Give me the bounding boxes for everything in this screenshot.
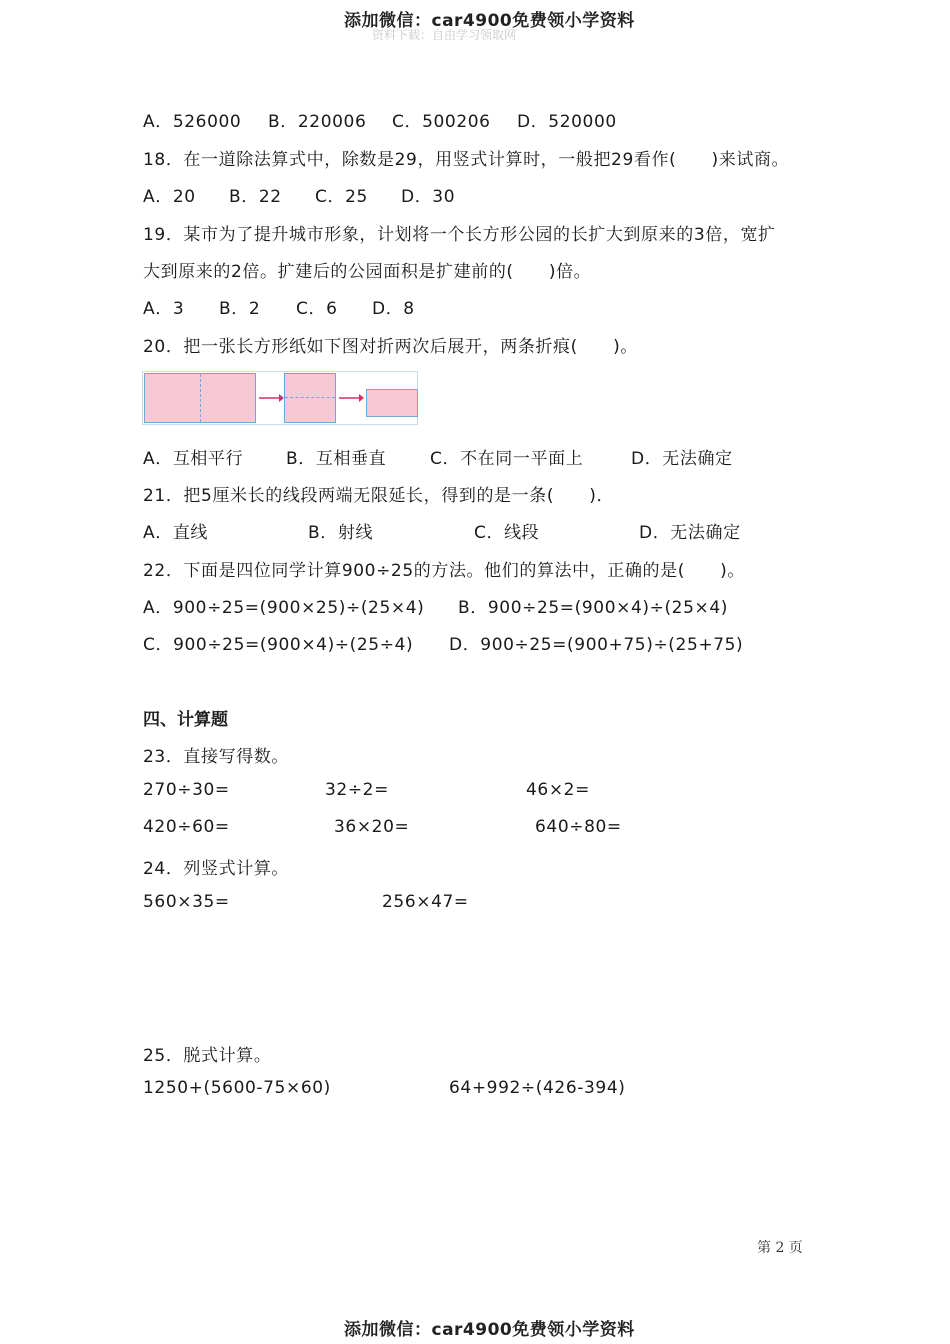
q20-option-d: D．无法确定 [631, 449, 733, 469]
q21-option-a: A．直线 [143, 523, 209, 543]
fold-diagram [142, 371, 418, 425]
q20-option-b: B．互相垂直 [286, 449, 387, 469]
q21-stem: 21．把5厘米长的线段两端无限延长，得到的是一条( )． [143, 486, 615, 506]
q25-item: 1250+(5600-75×60) [143, 1078, 331, 1098]
q18-option-c: C．25 [315, 187, 368, 207]
q23-item: 36×20= [334, 817, 410, 837]
q22-option-b: B．900÷25=(900×4)÷(25×4) [458, 598, 729, 618]
q19-option-a: A．3 [143, 299, 185, 319]
q20-stem: 20．把一张长方形纸如下图对折两次后展开，两条折痕( )。 [143, 337, 638, 357]
watermark-faint: 资料下载：自由学习领取网 [372, 28, 517, 42]
q21-option-d: D．无法确定 [639, 523, 741, 543]
q19-option-b: B．2 [219, 299, 261, 319]
watermark-bottom: 添加微信：car4900免费领小学资料 [344, 1320, 635, 1340]
q18-stem: 18．在一道除法算式中，除数是29，用竖式计算时，一般把29看作( )来试商。 [143, 150, 790, 170]
paper-folded-once [284, 373, 336, 423]
q18-option-a: A．20 [143, 187, 196, 207]
q24-item: 560×35= [143, 892, 230, 912]
q22-option-c: C．900÷25=(900×4)÷(25÷4) [143, 635, 414, 655]
q23-item: 420÷60= [143, 817, 230, 837]
q19-option-c: C．6 [296, 299, 338, 319]
q25-stem: 25．脱式计算。 [143, 1046, 272, 1066]
q22-option-d: D．900÷25=(900+75)÷(25+75) [449, 635, 744, 655]
q24-stem: 24．列竖式计算。 [143, 859, 290, 879]
q23-item: 270÷30= [143, 780, 230, 800]
section-title: 四、计算题 [143, 710, 228, 730]
q21-option-b: B．射线 [308, 523, 374, 543]
q23-item: 46×2= [526, 780, 590, 800]
page-number: 第 2 页 [757, 1240, 803, 1256]
arrow-icon [257, 392, 285, 404]
paper-folded-twice [366, 389, 418, 417]
q23-item: 32÷2= [325, 780, 389, 800]
q19-stem-line1: 19．某市为了提升城市形象，计划将一个长方形公园的长扩大到原来的3倍，宽扩 [143, 225, 776, 245]
q17-option-a: A．526000 [143, 112, 242, 132]
q19-option-d: D．8 [372, 299, 415, 319]
q17-option-c: C．500206 [392, 112, 491, 132]
q19-stem-line2: 大到原来的2倍。扩建后的公园面积是扩建前的( )倍。 [143, 262, 592, 282]
q20-option-c: C．不在同一平面上 [430, 449, 584, 469]
q17-option-b: B．220006 [268, 112, 367, 132]
watermark-top: 添加微信：car4900免费领小学资料 [344, 11, 635, 31]
fold-line-horizontal [285, 397, 335, 398]
q23-item: 640÷80= [535, 817, 622, 837]
arrow-icon [337, 392, 365, 404]
q22-stem: 22．下面是四位同学计算900÷25的方法。他们的算法中，正确的是( )。 [143, 561, 746, 581]
q22-option-a: A．900÷25=(900×25)÷(25×4) [143, 598, 425, 618]
q18-option-d: D．30 [401, 187, 456, 207]
q24-item: 256×47= [382, 892, 469, 912]
q21-option-c: C．线段 [474, 523, 540, 543]
q20-option-a: A．互相平行 [143, 449, 244, 469]
q25-item: 64+992÷(426-394) [449, 1078, 626, 1098]
q17-option-d: D．520000 [517, 112, 617, 132]
q23-stem: 23．直接写得数。 [143, 747, 290, 767]
q18-option-b: B．22 [229, 187, 282, 207]
fold-line-vertical [200, 374, 201, 422]
